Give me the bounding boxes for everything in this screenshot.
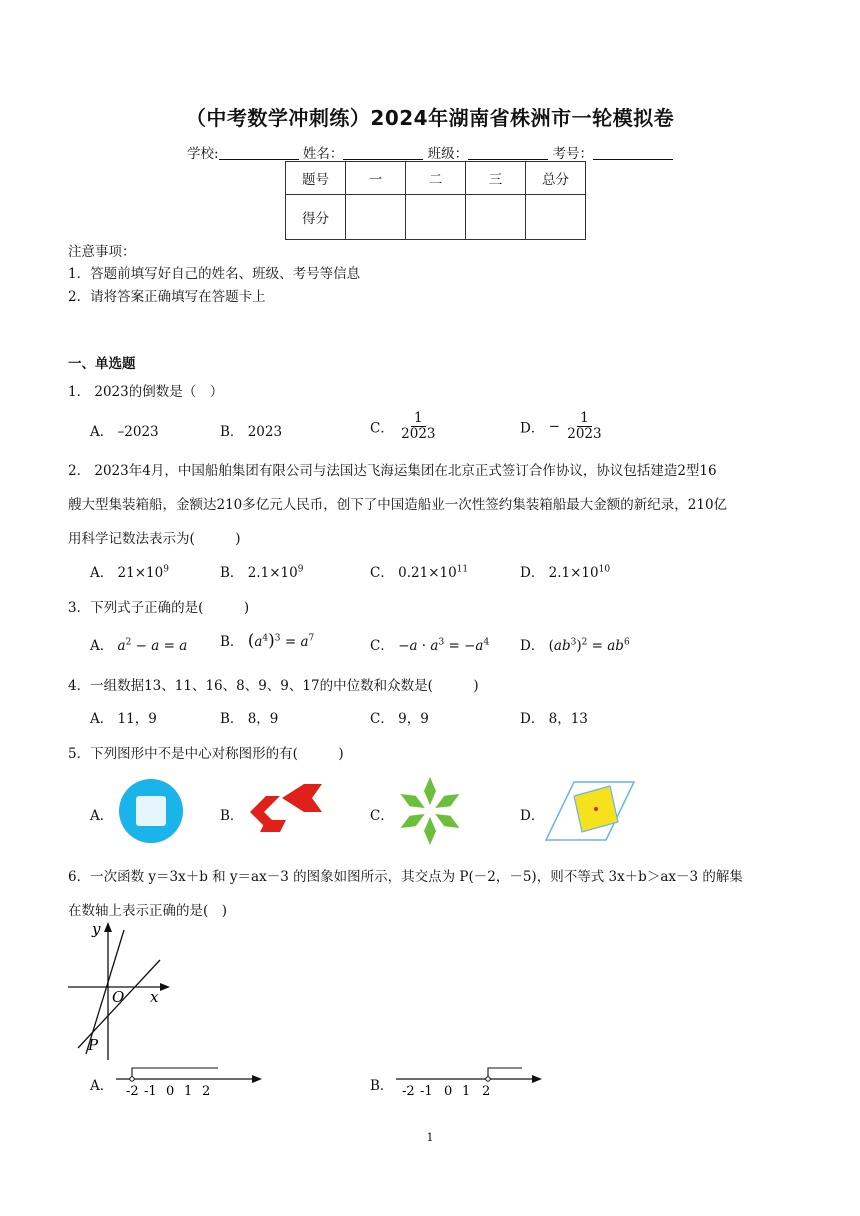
exam-no-label: 考号：: [552, 146, 593, 162]
tick-label: -1: [144, 1084, 157, 1098]
page-number: 1: [426, 1131, 434, 1144]
tick-label: 2: [482, 1084, 491, 1098]
tick-label: 0: [166, 1084, 175, 1098]
section-heading: 一、单选题: [68, 356, 136, 372]
origin-label: O: [112, 988, 125, 1006]
option-label: D．: [520, 565, 545, 581]
option-value: 2.1×10: [548, 565, 599, 581]
q6-option-a[interactable]: A．: [90, 1078, 114, 1094]
student-info-line: [0, 142, 860, 162]
red-arrows-figure: [246, 780, 326, 840]
option-label: D．: [520, 638, 545, 654]
numerator: 1: [577, 411, 592, 427]
score-header: 一: [346, 162, 406, 195]
function-graph: [66, 920, 186, 1062]
q2-option-c[interactable]: [370, 561, 468, 581]
tick-label: -2: [126, 1084, 139, 1098]
tick-label: 1: [462, 1084, 471, 1098]
option-label: D．: [520, 420, 545, 437]
number-line-arrow: [532, 1075, 542, 1083]
q2-option-d[interactable]: [520, 561, 610, 581]
option-label: B．: [220, 634, 244, 650]
class-label: 班级：: [427, 146, 469, 162]
name-label: 姓名：: [302, 146, 344, 162]
score-cell[interactable]: [346, 195, 406, 240]
solution-bracket: [132, 1068, 218, 1077]
tick-label: 2: [202, 1084, 211, 1098]
question-1-stem: 1． 2023的倒数是（ ）: [68, 384, 224, 400]
option-label: C．: [370, 565, 394, 581]
x-axis-arrow: [160, 983, 170, 991]
option-value: 21×10: [117, 565, 164, 581]
q5-option-b[interactable]: B．: [220, 808, 244, 824]
q3-option-a[interactable]: A． $a^2 - a = a$: [90, 637, 188, 654]
open-point: [486, 1077, 490, 1081]
note-item: 2．请将答案正确填写在答题卡上: [68, 289, 266, 305]
q1-option-a[interactable]: A． –2023: [90, 424, 159, 440]
question-5-stem: 5．下列图形中不是中心对称图形的有( ): [68, 746, 344, 762]
question-2-line: 2． 2023年4月，中国船舶集团有限公司与法国达飞海运集团在北京正式签订合作协议，协议包括建造2型16: [68, 463, 717, 479]
parallelogram-figure: [544, 778, 636, 844]
option-value: 2.1×10: [247, 565, 298, 581]
score-table: [285, 161, 586, 240]
solution-bracket: [488, 1068, 522, 1077]
q2-option-b[interactable]: [220, 561, 303, 581]
circle-square-figure: [118, 778, 184, 844]
notes-heading: 注意事项：: [68, 244, 136, 260]
score-row-label: 得分: [286, 195, 346, 240]
green-flower-figure: [394, 775, 466, 847]
green-petal: [398, 789, 428, 813]
q1-option-d[interactable]: [520, 411, 605, 442]
x-axis-label: x: [150, 988, 159, 1006]
exponent: 10: [598, 564, 611, 575]
q3-option-c[interactable]: C． $-a \cdot a^3 = -a^4$: [370, 637, 490, 654]
q6-option-b[interactable]: B．: [370, 1078, 394, 1094]
exam-no-blank[interactable]: [593, 145, 673, 160]
question-6-line: 6．一次函数 y＝3x＋b 和 y＝ax－3 的图象如图所示，其交点为 P(－2，－5)，则不等式 3x＋b＞ax－3 的解集: [68, 869, 743, 885]
green-petal: [424, 777, 436, 805]
y-axis-label: y: [92, 920, 101, 938]
center-dot: [594, 807, 598, 811]
q3-option-d[interactable]: D． $(ab^3)^2 = ab^6$: [520, 637, 630, 654]
red-chevron-right: [282, 784, 322, 812]
score-cell[interactable]: [466, 195, 526, 240]
q4-option-c[interactable]: C． 9，9: [370, 711, 429, 727]
school-label: 学校:: [187, 146, 219, 162]
denominator: 2023: [401, 425, 436, 442]
class-blank[interactable]: [468, 145, 548, 160]
green-petal: [424, 817, 436, 845]
option-label: A．: [90, 565, 114, 581]
q5-option-d[interactable]: D．: [520, 808, 545, 824]
q5-option-c[interactable]: C．: [370, 808, 394, 824]
minus-sign: −: [548, 418, 560, 435]
score-header: 三: [466, 162, 526, 195]
question-4-stem: 4．一组数据13、11、16、8、9、9、17的中位数和众数是( ): [68, 678, 479, 694]
question-2-line: 用科学记数法表示为( ): [68, 531, 241, 547]
number-line-arrow: [252, 1075, 262, 1083]
q4-option-d[interactable]: D． 8，13: [520, 711, 588, 727]
green-petal: [432, 809, 462, 833]
exponent: 11: [456, 564, 469, 575]
question-2-line: 艘大型集装箱船，金额达210多亿元人民币，创下了中国造船业一次性签约集装箱船最大金额的新纪录，210亿: [68, 497, 728, 513]
intersection-label: P: [88, 1036, 99, 1054]
q1-option-c[interactable]: [370, 411, 439, 442]
question-3-stem: 3．下列式子正确的是( ): [68, 600, 250, 616]
tick-label: 0: [444, 1084, 453, 1098]
y-axis-arrow: [104, 922, 112, 932]
exponent: 9: [297, 564, 304, 575]
q4-option-a[interactable]: A． 11，9: [90, 711, 157, 727]
q2-option-a[interactable]: [90, 561, 169, 581]
q1-option-b[interactable]: B． 2023: [220, 424, 283, 440]
green-petal: [398, 809, 428, 833]
number-line-b: [392, 1064, 547, 1098]
school-blank[interactable]: [219, 145, 299, 160]
score-header: 题号: [286, 162, 346, 195]
option-label: C．: [370, 420, 394, 437]
option-label: B．: [220, 565, 244, 581]
tick-label: -1: [420, 1084, 433, 1098]
score-cell[interactable]: [406, 195, 466, 240]
number-line-a: [112, 1064, 267, 1098]
q5-option-a[interactable]: A．: [90, 808, 114, 824]
fraction: [564, 411, 604, 442]
option-value: 0.21×10: [398, 565, 457, 581]
score-header: 二: [406, 162, 466, 195]
green-petal: [432, 789, 462, 813]
score-cell[interactable]: [526, 195, 586, 240]
denominator: 2023: [567, 425, 602, 442]
exponent: 9: [163, 564, 169, 575]
q4-option-b[interactable]: B． 8，9: [220, 711, 279, 727]
numerator: 1: [411, 411, 426, 427]
open-point: [130, 1077, 134, 1081]
tick-label: 1: [184, 1084, 193, 1098]
figure-square: [136, 796, 166, 826]
option-label: A．: [90, 638, 114, 654]
question-6-line: 在数轴上表示正确的是( ): [68, 903, 228, 919]
q3-option-b[interactable]: B． $(a^4)^3 = a^7$: [220, 631, 315, 651]
fraction: [398, 411, 438, 442]
note-item: 1．答题前填写好自己的姓名、班级、考号等信息: [68, 266, 361, 282]
page-title: （中考数学冲刺练）2024年湖南省株洲市一轮模拟卷: [185, 106, 675, 130]
tick-label: -2: [402, 1084, 415, 1098]
option-label: C．: [370, 638, 394, 654]
score-header: 总分: [526, 162, 586, 195]
name-blank[interactable]: [343, 145, 423, 160]
